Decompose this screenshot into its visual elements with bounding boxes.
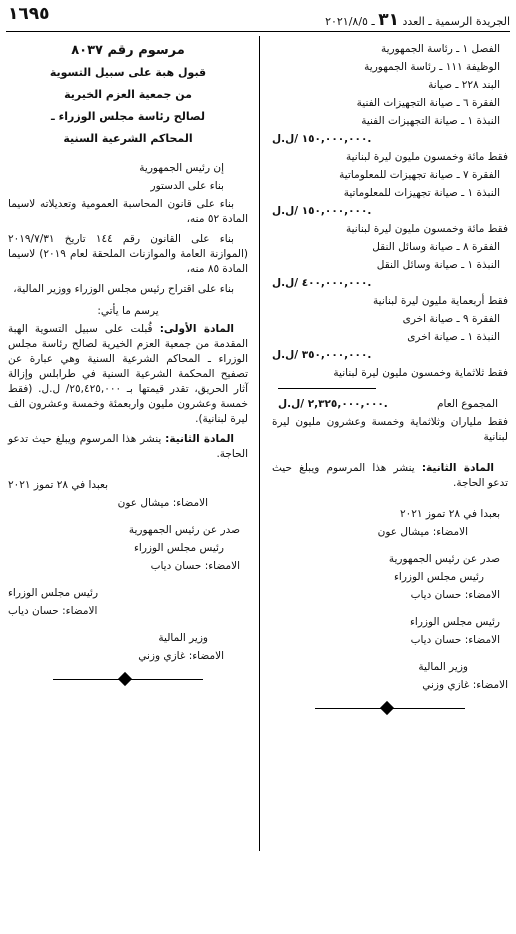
- decree-date: بعبدا في ٢٨ تموز ٢٠٢١: [399, 508, 500, 520]
- budget-line: البند ٢٢٨ ـ صيانة: [428, 79, 500, 91]
- decree-title-line: من جمعية العزم الخيرية: [64, 88, 192, 101]
- basis-constitution: بناء على الدستور: [150, 180, 224, 192]
- budget-line: الفقرة ٧ ـ صيانة تجهيزات للمعلوماتية: [339, 169, 500, 181]
- budget-line: الفقرة ٩ ـ صيانة اخرى: [402, 313, 500, 325]
- total-row: [272, 391, 508, 413]
- pm-title: رئيس مجلس الوزراء: [133, 542, 224, 554]
- article-2-title: المادة الثانية:: [421, 462, 494, 474]
- article-2-title: المادة الثانية:: [165, 433, 234, 445]
- finance-title: وزير المالية: [418, 661, 468, 673]
- header-title-prefix: الجريدة الرسمية ـ العدد: [402, 15, 510, 28]
- budget-line: الفقرة ٦ ـ صيانة التجهيزات الفنية: [356, 97, 500, 109]
- basis-budget-law: بناء على القانون رقم ١٤٤ تاريخ ٢٠١٩/٧/٣١ (الموازنة العامة والموازنات الملحقة لعام ٢٠١٩) لاسيما المادة ٨٥ منه،: [8, 233, 248, 275]
- header-date: ـ ٢٠٢١/٨/٥: [325, 15, 375, 28]
- issued-by: صدر عن رئيس الجمهورية: [128, 524, 240, 536]
- article-2-text: ينشر هذا المرسوم ويبلغ حيث تدعو الحاجة.: [272, 462, 508, 489]
- total-amount: ٢,٣٢٥,٠٠٠,٠٠٠ /ل.ل.: [278, 398, 388, 410]
- finance-title: وزير المالية: [158, 632, 208, 644]
- decree-title-line: المحاكم الشرعية السنية: [63, 132, 193, 145]
- page-header: [6, 4, 510, 30]
- pm-title-2: رئيس مجلس الوزراء: [409, 616, 500, 628]
- signature-finance: الامضاء: غازي وزني: [422, 679, 508, 691]
- president-intro: إن رئيس الجمهورية: [139, 162, 224, 174]
- total-label: المجموع العام: [437, 398, 498, 410]
- amount-3: ٤٠٠,٠٠٠,٠٠٠ /ل.ل.: [272, 277, 372, 289]
- budget-line: الوظيفة ١١١ ـ رئاسة الجمهورية: [364, 61, 500, 73]
- basis-accounting-law: بناء على قانون المحاسبة العمومية وتعديلاته لاسيما المادة ٥٢ منه،: [8, 198, 248, 225]
- amount-words-3: فقط أربعماية مليون ليرة لبنانية: [373, 295, 508, 307]
- budget-line: النبذة ١ ـ صيانة التجهيزات الفنية: [361, 115, 500, 127]
- page-number: ١٦٩٥: [8, 4, 50, 24]
- header-issue-number: ٣١: [378, 10, 399, 30]
- budget-line: النبذة ١ ـ صيانة اخرى: [407, 331, 500, 343]
- column-divider: [259, 36, 260, 851]
- end-ornament: [53, 673, 203, 687]
- decree-title-line: لصالح رئاسة مجلس الوزراء ـ: [51, 110, 205, 123]
- total-words: فقط ملياران وثلاثماية وخمسة وعشرون مليون ليرة لبنانية: [272, 416, 508, 443]
- signature-president: الامضاء: ميشال عون: [377, 526, 468, 538]
- decrees-statement: يرسم ما يأتي:: [97, 305, 159, 317]
- budget-line: الفقرة ٨ ـ صيانة وسائل النقل: [372, 241, 500, 253]
- budget-line: النبذة ١ ـ صيانة وسائل النقل: [376, 259, 500, 271]
- signature-president: الامضاء: ميشال عون: [117, 497, 208, 509]
- decree-title-line: قبول هبة على سبيل التسوية: [49, 66, 207, 79]
- issued-by: صدر عن رئيس الجمهورية: [388, 553, 500, 565]
- decree-number: مرسوم رقم ٨٠٣٧: [71, 43, 185, 58]
- amount-words-1: فقط مائة وخمسون مليون ليرة لبنانية: [345, 151, 508, 163]
- end-ornament: [315, 702, 465, 716]
- decree-date: بعبدا في ٢٨ تموز ٢٠٢١: [8, 479, 109, 491]
- right-column: [272, 40, 508, 716]
- article-2: [272, 461, 508, 491]
- article-2-text: ينشر هذا المرسوم ويبلغ حيث تدعو الحاجة.: [8, 433, 248, 460]
- basis-proposal: بناء على اقتراح رئيس مجلس الوزراء ووزير المالية،: [13, 283, 234, 295]
- article-2: [8, 432, 248, 462]
- article-1: [8, 322, 248, 427]
- pm-title-2: رئيس مجلس الوزراء: [8, 587, 99, 599]
- signature-pm-2: الامضاء: حسان دياب: [410, 634, 500, 646]
- left-column: [8, 40, 248, 687]
- budget-line: الفصل ١ ـ رئاسة الجمهورية: [380, 43, 500, 55]
- article-1-text: قُبلت على سبيل التسوية الهبة المقدمة من جمعية العزم الخيرية لصالح رئاسة مجلس الوزراء ـ المحاكم الشرعية السنية وهي عبارة عن تصفيح المحكمة الشرعية السنية في طرابلس وإزالة آثار الحريق، تقدر قيمتها بـ ٢٥,٤٢٥,٠٠٠/ ل.ل. (فقط خمسة وعشرون مليون واربعمئة وخمسة وعشرون الف ليرة لبنانية).: [8, 323, 248, 425]
- budget-line: النبذة ١ ـ صيانة تجهيزات للمعلوماتية: [343, 187, 500, 199]
- amount-4: ٣٥٠,٠٠٠,٠٠٠ /ل.ل.: [272, 349, 372, 361]
- header-rule: [6, 31, 510, 32]
- amount-words-4: فقط ثلاثماية وخمسون مليون ليرة لبنانية: [333, 367, 508, 379]
- header-title: [325, 10, 510, 30]
- signature-pm: الامضاء: حسان دياب: [150, 560, 240, 572]
- signature-finance: الامضاء: غازي وزني: [138, 650, 224, 662]
- signature-pm: الامضاء: حسان دياب: [410, 589, 500, 601]
- amount-2: ١٥٠,٠٠٠,٠٠٠ /ل.ل.: [272, 205, 372, 217]
- total-rule: [278, 388, 376, 389]
- amount-words-2: فقط مائة وخمسون مليون ليرة لبنانية: [345, 223, 508, 235]
- article-1-title: المادة الأولى:: [159, 323, 234, 335]
- signature-pm-2: الامضاء: حسان دياب: [8, 605, 98, 617]
- amount-1: ١٥٠,٠٠٠,٠٠٠ /ل.ل.: [272, 133, 372, 145]
- pm-title: رئيس مجلس الوزراء: [393, 571, 484, 583]
